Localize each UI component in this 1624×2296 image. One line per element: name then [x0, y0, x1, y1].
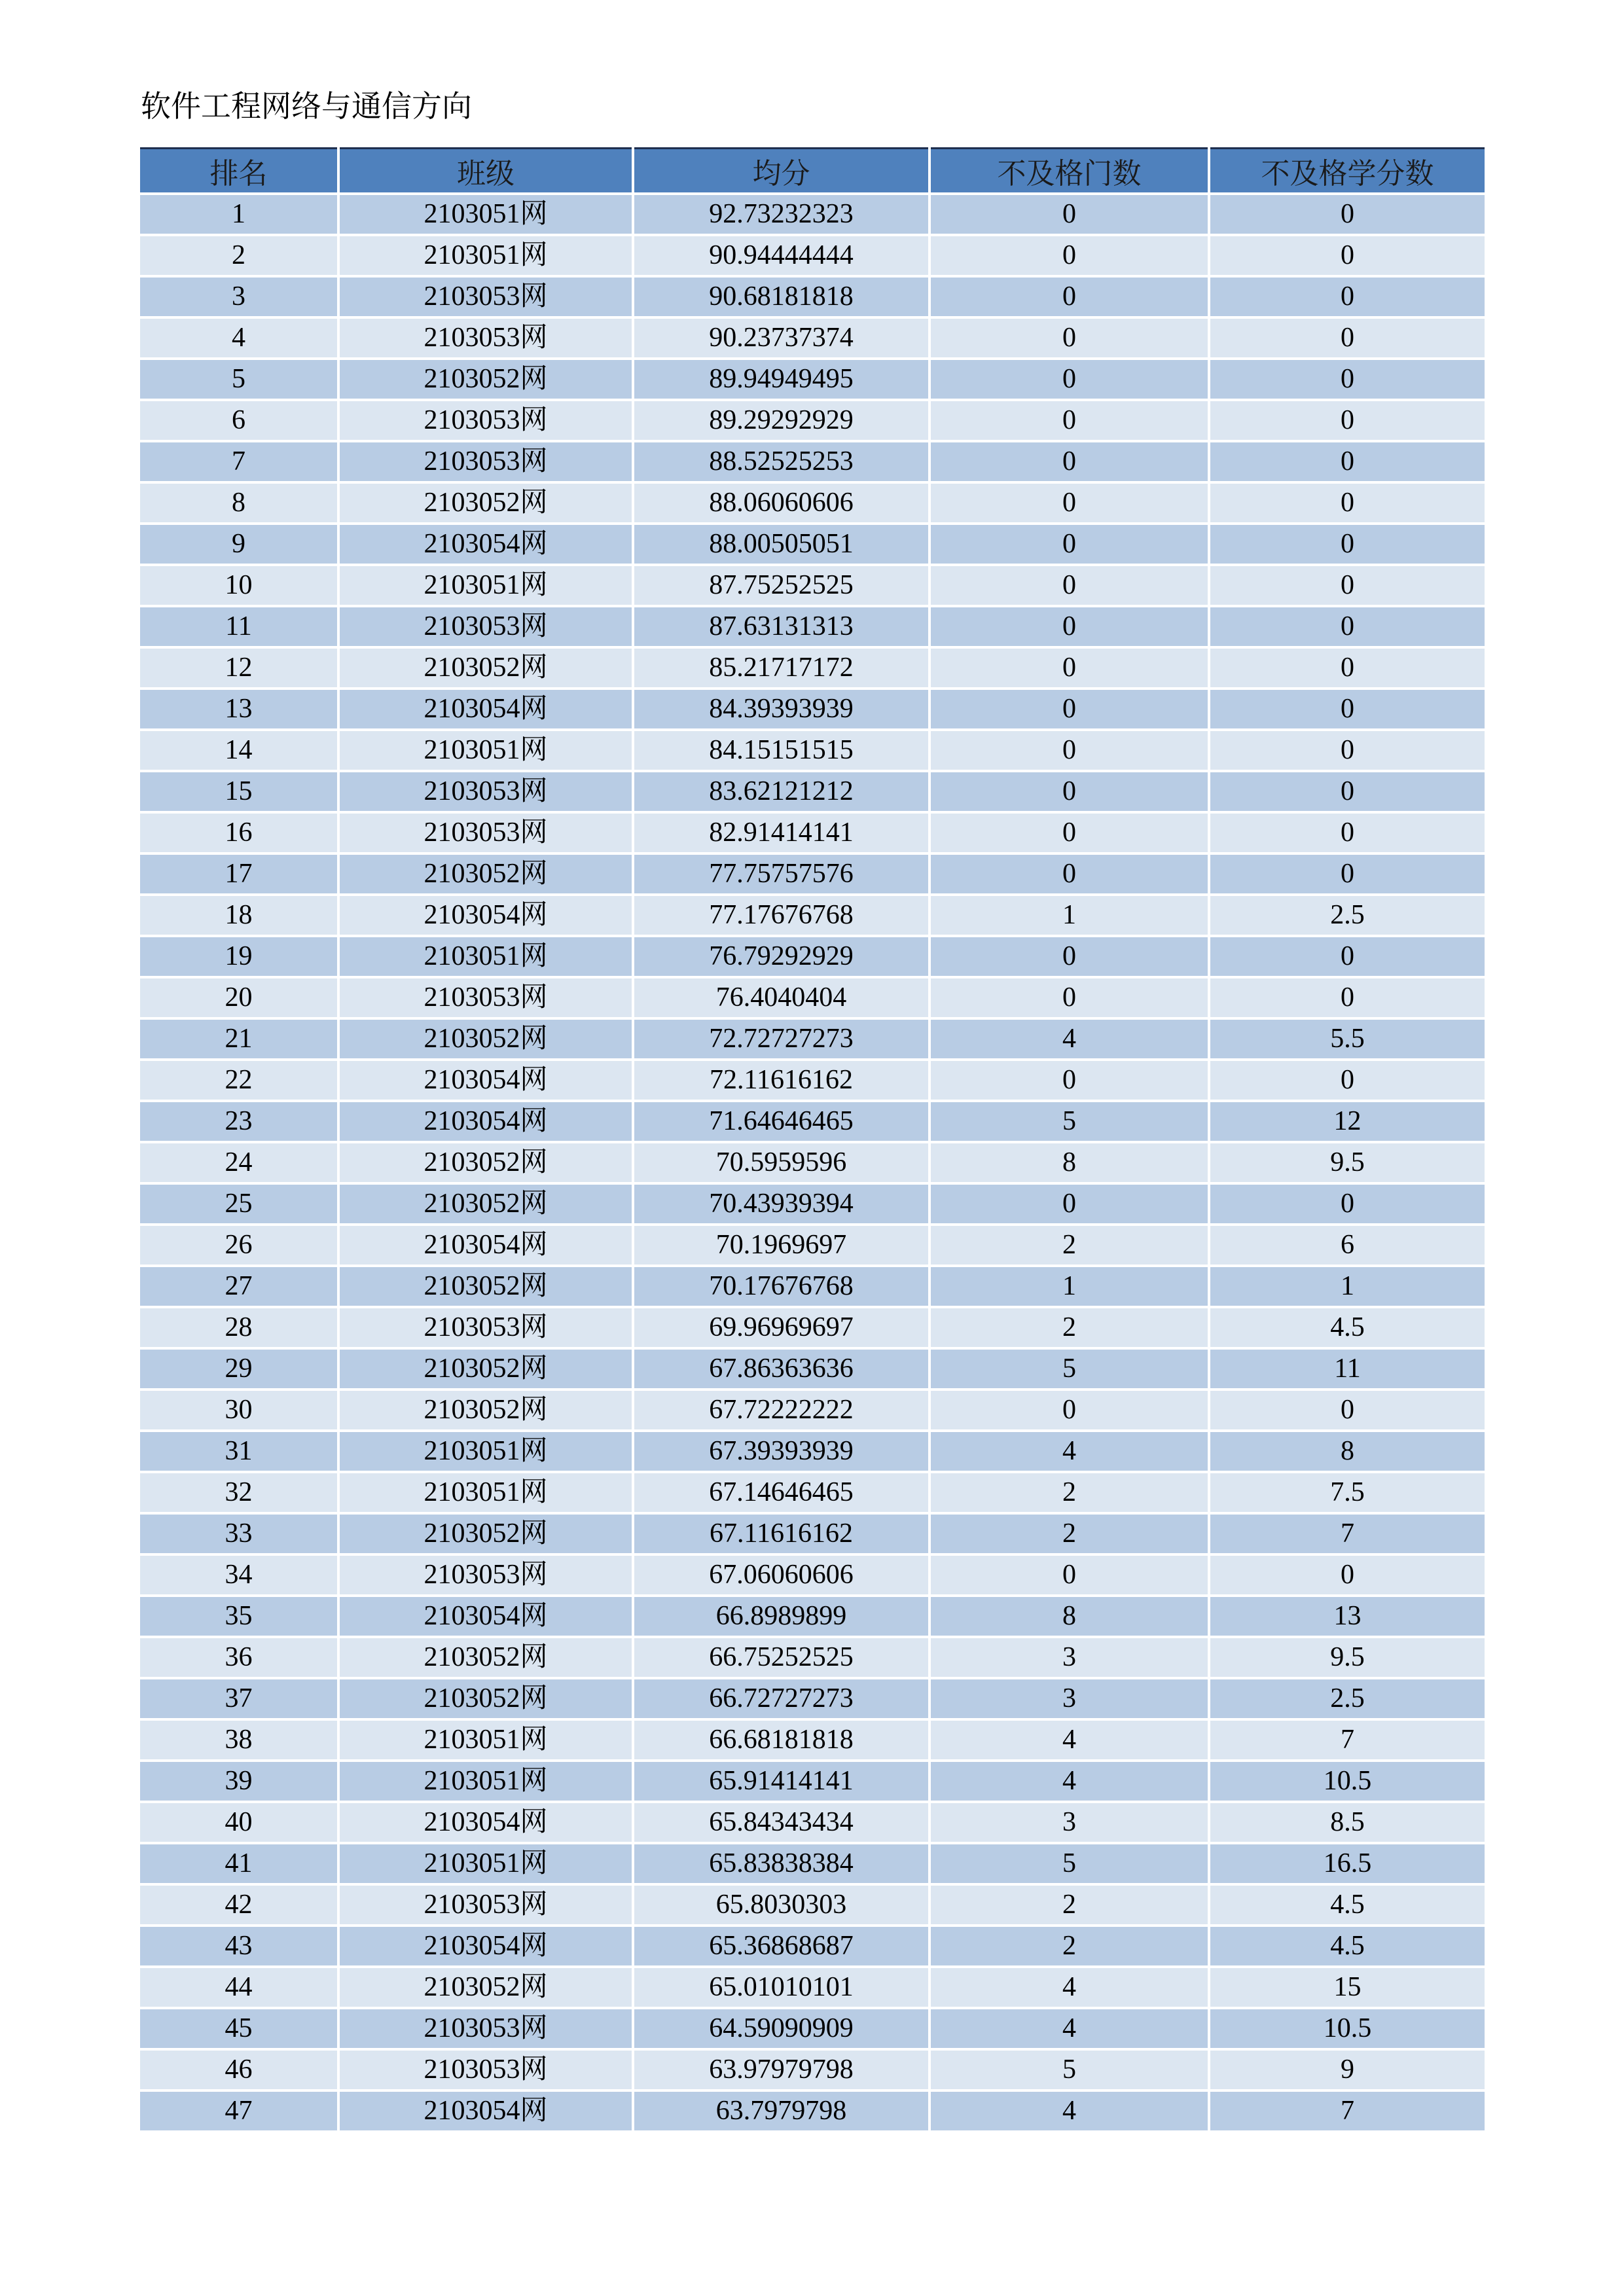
- cell-failed-credits: 9.5: [1209, 1637, 1485, 1678]
- cell-average: 90.94444444: [633, 235, 929, 276]
- cell-class: 2103054网: [338, 1802, 633, 1843]
- cell-failed-credits: 0: [1209, 771, 1485, 812]
- cell-rank: 6: [140, 400, 338, 441]
- cell-failed-credits: 0: [1209, 730, 1485, 771]
- table-row: [140, 235, 1485, 276]
- cell-average: 90.68181818: [633, 276, 929, 317]
- table-row: [140, 1513, 1485, 1554]
- cell-rank: 20: [140, 977, 338, 1018]
- table-body: [140, 194, 1485, 2132]
- cell-rank: 1: [140, 194, 338, 235]
- cell-average: 72.11616162: [633, 1060, 929, 1101]
- cell-average: 87.63131313: [633, 606, 929, 647]
- cell-rank: 34: [140, 1554, 338, 1596]
- cell-class: 2103054网: [338, 524, 633, 565]
- cell-class: 2103052网: [338, 1513, 633, 1554]
- cell-rank: 37: [140, 1678, 338, 1719]
- cell-failed-courses: 5: [929, 1101, 1209, 1142]
- cell-average: 67.11616162: [633, 1513, 929, 1554]
- cell-failed-credits: 0: [1209, 400, 1485, 441]
- table-row: [140, 1390, 1485, 1431]
- cell-rank: 14: [140, 730, 338, 771]
- cell-failed-credits: 5.5: [1209, 1018, 1485, 1060]
- cell-failed-credits: 8: [1209, 1431, 1485, 1472]
- cell-rank: 12: [140, 647, 338, 689]
- cell-class: 2103052网: [338, 853, 633, 895]
- header-class: 班级: [338, 149, 633, 194]
- table-row: [140, 317, 1485, 359]
- cell-class: 2103054网: [338, 1596, 633, 1637]
- cell-failed-credits: 16.5: [1209, 1843, 1485, 1884]
- cell-failed-courses: 4: [929, 1719, 1209, 1761]
- cell-failed-courses: 0: [929, 482, 1209, 524]
- cell-class: 2103051网: [338, 730, 633, 771]
- table-row: [140, 2090, 1485, 2132]
- table-row: [140, 1431, 1485, 1472]
- cell-failed-credits: 15: [1209, 1967, 1485, 2008]
- cell-failed-credits: 12: [1209, 1101, 1485, 1142]
- cell-class: 2103051网: [338, 194, 633, 235]
- cell-failed-credits: 4.5: [1209, 1307, 1485, 1348]
- cell-rank: 25: [140, 1183, 338, 1225]
- cell-failed-courses: 0: [929, 689, 1209, 730]
- cell-failed-credits: 7.5: [1209, 1472, 1485, 1513]
- cell-failed-credits: 0: [1209, 565, 1485, 606]
- cell-class: 2103054网: [338, 689, 633, 730]
- cell-class: 2103053网: [338, 977, 633, 1018]
- cell-class: 2103052网: [338, 1183, 633, 1225]
- table-row: [140, 730, 1485, 771]
- cell-class: 2103053网: [338, 441, 633, 482]
- cell-average: 66.68181818: [633, 1719, 929, 1761]
- cell-average: 65.36868687: [633, 1926, 929, 1967]
- cell-class: 2103051网: [338, 1719, 633, 1761]
- cell-failed-courses: 3: [929, 1678, 1209, 1719]
- cell-failed-courses: 0: [929, 730, 1209, 771]
- cell-rank: 15: [140, 771, 338, 812]
- cell-rank: 7: [140, 441, 338, 482]
- table-row: [140, 977, 1485, 1018]
- header-average: 均分: [633, 149, 929, 194]
- cell-rank: 33: [140, 1513, 338, 1554]
- cell-average: 89.29292929: [633, 400, 929, 441]
- cell-rank: 47: [140, 2090, 338, 2132]
- cell-failed-courses: 0: [929, 1554, 1209, 1596]
- cell-failed-courses: 4: [929, 1967, 1209, 2008]
- cell-average: 77.17676768: [633, 895, 929, 936]
- cell-average: 65.84343434: [633, 1802, 929, 1843]
- cell-class: 2103052网: [338, 1348, 633, 1390]
- cell-class: 2103051网: [338, 565, 633, 606]
- table-row: [140, 400, 1485, 441]
- cell-rank: 38: [140, 1719, 338, 1761]
- table-row: [140, 1348, 1485, 1390]
- table-row: [140, 1225, 1485, 1266]
- cell-rank: 29: [140, 1348, 338, 1390]
- cell-average: 77.75757576: [633, 853, 929, 895]
- cell-class: 2103053网: [338, 400, 633, 441]
- cell-failed-courses: 0: [929, 276, 1209, 317]
- table-row: [140, 1472, 1485, 1513]
- cell-class: 2103052网: [338, 482, 633, 524]
- cell-class: 2103054网: [338, 1101, 633, 1142]
- cell-failed-courses: 0: [929, 565, 1209, 606]
- cell-failed-credits: 0: [1209, 482, 1485, 524]
- cell-failed-credits: 7: [1209, 1719, 1485, 1761]
- cell-failed-credits: 0: [1209, 936, 1485, 977]
- page-title: 软件工程网络与通信方向: [141, 88, 472, 124]
- table-row: [140, 1060, 1485, 1101]
- cell-average: 66.8989899: [633, 1596, 929, 1637]
- cell-failed-courses: 1: [929, 1266, 1209, 1307]
- cell-average: 85.21717172: [633, 647, 929, 689]
- cell-average: 67.06060606: [633, 1554, 929, 1596]
- cell-failed-courses: 4: [929, 1018, 1209, 1060]
- cell-failed-courses: 4: [929, 1761, 1209, 1802]
- table-row: [140, 1802, 1485, 1843]
- cell-failed-courses: 0: [929, 1060, 1209, 1101]
- cell-class: 2103052网: [338, 1967, 633, 2008]
- cell-rank: 32: [140, 1472, 338, 1513]
- cell-rank: 40: [140, 1802, 338, 1843]
- cell-average: 70.5959596: [633, 1142, 929, 1183]
- cell-failed-courses: 0: [929, 853, 1209, 895]
- cell-average: 70.43939394: [633, 1183, 929, 1225]
- cell-rank: 30: [140, 1390, 338, 1431]
- cell-failed-credits: 9: [1209, 2049, 1485, 2090]
- cell-rank: 16: [140, 812, 338, 853]
- cell-average: 84.39393939: [633, 689, 929, 730]
- cell-average: 70.17676768: [633, 1266, 929, 1307]
- cell-failed-courses: 5: [929, 1843, 1209, 1884]
- table-row: [140, 1926, 1485, 1967]
- cell-rank: 28: [140, 1307, 338, 1348]
- cell-average: 64.59090909: [633, 2008, 929, 2049]
- cell-class: 2103052网: [338, 1018, 633, 1060]
- cell-failed-courses: 0: [929, 1390, 1209, 1431]
- cell-class: 2103052网: [338, 1266, 633, 1307]
- cell-failed-credits: 4.5: [1209, 1926, 1485, 1967]
- cell-failed-credits: 7: [1209, 1513, 1485, 1554]
- table-row: [140, 1967, 1485, 2008]
- cell-average: 67.14646465: [633, 1472, 929, 1513]
- cell-class: 2103053网: [338, 1307, 633, 1348]
- cell-failed-credits: 0: [1209, 194, 1485, 235]
- cell-average: 65.83838384: [633, 1843, 929, 1884]
- cell-class: 2103053网: [338, 2049, 633, 2090]
- cell-average: 88.06060606: [633, 482, 929, 524]
- cell-average: 90.23737374: [633, 317, 929, 359]
- cell-failed-credits: 4.5: [1209, 1884, 1485, 1926]
- cell-failed-credits: 0: [1209, 689, 1485, 730]
- table-row: [140, 194, 1485, 235]
- cell-rank: 45: [140, 2008, 338, 2049]
- table-row: [140, 1843, 1485, 1884]
- cell-rank: 35: [140, 1596, 338, 1637]
- cell-class: 2103053网: [338, 2008, 633, 2049]
- cell-failed-courses: 4: [929, 2008, 1209, 2049]
- cell-rank: 42: [140, 1884, 338, 1926]
- cell-failed-courses: 0: [929, 317, 1209, 359]
- cell-rank: 31: [140, 1431, 338, 1472]
- cell-failed-courses: 0: [929, 936, 1209, 977]
- cell-rank: 26: [140, 1225, 338, 1266]
- cell-failed-credits: 0: [1209, 606, 1485, 647]
- header-rank: 排名: [140, 149, 338, 194]
- cell-average: 67.72222222: [633, 1390, 929, 1431]
- table-row: [140, 1101, 1485, 1142]
- cell-average: 83.62121212: [633, 771, 929, 812]
- table-row: [140, 482, 1485, 524]
- cell-failed-courses: 8: [929, 1142, 1209, 1183]
- table-row: [140, 524, 1485, 565]
- table-row: [140, 853, 1485, 895]
- cell-average: 63.7979798: [633, 2090, 929, 2132]
- cell-failed-courses: 0: [929, 771, 1209, 812]
- cell-rank: 43: [140, 1926, 338, 1967]
- cell-failed-courses: 5: [929, 1348, 1209, 1390]
- cell-failed-credits: 0: [1209, 1060, 1485, 1101]
- cell-failed-courses: 0: [929, 812, 1209, 853]
- cell-class: 2103053网: [338, 606, 633, 647]
- table-row: [140, 1183, 1485, 1225]
- table-row: [140, 647, 1485, 689]
- table-row: [140, 1307, 1485, 1348]
- cell-failed-courses: 8: [929, 1596, 1209, 1637]
- cell-class: 2103054网: [338, 895, 633, 936]
- cell-class: 2103054网: [338, 1060, 633, 1101]
- cell-rank: 8: [140, 482, 338, 524]
- cell-failed-courses: 0: [929, 524, 1209, 565]
- cell-failed-courses: 1: [929, 895, 1209, 936]
- cell-failed-credits: 0: [1209, 317, 1485, 359]
- cell-failed-courses: 2: [929, 1225, 1209, 1266]
- cell-failed-courses: 2: [929, 1926, 1209, 1967]
- table-row: [140, 1761, 1485, 1802]
- cell-average: 67.86363636: [633, 1348, 929, 1390]
- cell-average: 66.72727273: [633, 1678, 929, 1719]
- table-row: [140, 276, 1485, 317]
- cell-rank: 10: [140, 565, 338, 606]
- cell-rank: 27: [140, 1266, 338, 1307]
- cell-failed-courses: 3: [929, 1637, 1209, 1678]
- cell-rank: 4: [140, 317, 338, 359]
- cell-failed-courses: 5: [929, 2049, 1209, 2090]
- cell-failed-courses: 0: [929, 400, 1209, 441]
- cell-failed-credits: 13: [1209, 1596, 1485, 1637]
- cell-rank: 18: [140, 895, 338, 936]
- cell-failed-credits: 0: [1209, 1390, 1485, 1431]
- cell-failed-credits: 0: [1209, 359, 1485, 400]
- ranking-table: [140, 147, 1485, 2133]
- cell-average: 72.72727273: [633, 1018, 929, 1060]
- table-row: [140, 1266, 1485, 1307]
- cell-class: 2103054网: [338, 2090, 633, 2132]
- cell-failed-credits: 0: [1209, 441, 1485, 482]
- cell-class: 2103051网: [338, 1761, 633, 1802]
- cell-failed-credits: 11: [1209, 1348, 1485, 1390]
- cell-class: 2103053网: [338, 276, 633, 317]
- cell-rank: 11: [140, 606, 338, 647]
- cell-failed-courses: 0: [929, 235, 1209, 276]
- cell-failed-credits: 6: [1209, 1225, 1485, 1266]
- table-row: [140, 1719, 1485, 1761]
- cell-average: 70.1969697: [633, 1225, 929, 1266]
- table-row: [140, 1637, 1485, 1678]
- cell-failed-credits: 8.5: [1209, 1802, 1485, 1843]
- cell-failed-courses: 3: [929, 1802, 1209, 1843]
- cell-average: 82.91414141: [633, 812, 929, 853]
- cell-failed-credits: 10.5: [1209, 2008, 1485, 2049]
- table-row: [140, 2049, 1485, 2090]
- cell-failed-courses: 0: [929, 194, 1209, 235]
- table-row: [140, 812, 1485, 853]
- cell-failed-courses: 2: [929, 1513, 1209, 1554]
- cell-average: 89.94949495: [633, 359, 929, 400]
- cell-failed-courses: 0: [929, 647, 1209, 689]
- table-row: [140, 441, 1485, 482]
- cell-average: 76.79292929: [633, 936, 929, 977]
- cell-class: 2103054网: [338, 1225, 633, 1266]
- cell-average: 69.96969697: [633, 1307, 929, 1348]
- cell-rank: 44: [140, 1967, 338, 2008]
- cell-failed-credits: 0: [1209, 977, 1485, 1018]
- cell-average: 88.00505051: [633, 524, 929, 565]
- table-row: [140, 1018, 1485, 1060]
- cell-rank: 19: [140, 936, 338, 977]
- cell-average: 67.39393939: [633, 1431, 929, 1472]
- table-row: [140, 895, 1485, 936]
- cell-class: 2103053网: [338, 1884, 633, 1926]
- header-failed-courses: 不及格门数: [929, 149, 1209, 194]
- cell-average: 92.73232323: [633, 194, 929, 235]
- cell-failed-courses: 0: [929, 441, 1209, 482]
- cell-class: 2103052网: [338, 1637, 633, 1678]
- cell-average: 66.75252525: [633, 1637, 929, 1678]
- cell-rank: 36: [140, 1637, 338, 1678]
- cell-rank: 5: [140, 359, 338, 400]
- table-row: [140, 936, 1485, 977]
- cell-failed-courses: 2: [929, 1307, 1209, 1348]
- cell-average: 84.15151515: [633, 730, 929, 771]
- cell-failed-credits: 2.5: [1209, 895, 1485, 936]
- cell-failed-courses: 0: [929, 977, 1209, 1018]
- table-row: [140, 1554, 1485, 1596]
- cell-average: 87.75252525: [633, 565, 929, 606]
- cell-failed-courses: 4: [929, 2090, 1209, 2132]
- cell-failed-courses: 2: [929, 1472, 1209, 1513]
- cell-rank: 3: [140, 276, 338, 317]
- table-row: [140, 1596, 1485, 1637]
- cell-rank: 9: [140, 524, 338, 565]
- cell-failed-courses: 0: [929, 1183, 1209, 1225]
- cell-failed-credits: 10.5: [1209, 1761, 1485, 1802]
- cell-failed-credits: 2.5: [1209, 1678, 1485, 1719]
- cell-class: 2103051网: [338, 936, 633, 977]
- cell-class: 2103053网: [338, 812, 633, 853]
- table-row: [140, 771, 1485, 812]
- cell-failed-credits: 0: [1209, 235, 1485, 276]
- cell-average: 63.97979798: [633, 2049, 929, 2090]
- cell-rank: 2: [140, 235, 338, 276]
- table-row: [140, 689, 1485, 730]
- cell-class: 2103053网: [338, 317, 633, 359]
- cell-failed-credits: 9.5: [1209, 1142, 1485, 1183]
- table-row: [140, 359, 1485, 400]
- cell-rank: 24: [140, 1142, 338, 1183]
- cell-class: 2103052网: [338, 647, 633, 689]
- cell-rank: 23: [140, 1101, 338, 1142]
- cell-average: 76.4040404: [633, 977, 929, 1018]
- header-failed-credits: 不及格学分数: [1209, 149, 1485, 194]
- cell-class: 2103052网: [338, 359, 633, 400]
- cell-rank: 21: [140, 1018, 338, 1060]
- cell-failed-credits: 0: [1209, 812, 1485, 853]
- cell-average: 65.8030303: [633, 1884, 929, 1926]
- cell-failed-credits: 0: [1209, 853, 1485, 895]
- cell-failed-credits: 0: [1209, 1554, 1485, 1596]
- cell-class: 2103051网: [338, 1843, 633, 1884]
- cell-failed-credits: 0: [1209, 647, 1485, 689]
- table-row: [140, 606, 1485, 647]
- cell-average: 88.52525253: [633, 441, 929, 482]
- table-row: [140, 2008, 1485, 2049]
- cell-failed-credits: 7: [1209, 2090, 1485, 2132]
- cell-average: 65.01010101: [633, 1967, 929, 2008]
- table-row: [140, 1142, 1485, 1183]
- table-row: [140, 1884, 1485, 1926]
- cell-failed-credits: 0: [1209, 276, 1485, 317]
- cell-rank: 39: [140, 1761, 338, 1802]
- cell-rank: 17: [140, 853, 338, 895]
- cell-rank: 22: [140, 1060, 338, 1101]
- table-row: [140, 1678, 1485, 1719]
- cell-class: 2103054网: [338, 1926, 633, 1967]
- cell-failed-courses: 4: [929, 1431, 1209, 1472]
- cell-class: 2103053网: [338, 771, 633, 812]
- cell-failed-courses: 2: [929, 1884, 1209, 1926]
- cell-rank: 46: [140, 2049, 338, 2090]
- cell-failed-courses: 0: [929, 606, 1209, 647]
- cell-failed-credits: 0: [1209, 1183, 1485, 1225]
- cell-failed-credits: 1: [1209, 1266, 1485, 1307]
- cell-class: 2103052网: [338, 1142, 633, 1183]
- cell-class: 2103051网: [338, 235, 633, 276]
- cell-class: 2103052网: [338, 1678, 633, 1719]
- cell-failed-courses: 0: [929, 359, 1209, 400]
- table-header-row: [140, 149, 1485, 194]
- cell-failed-credits: 0: [1209, 524, 1485, 565]
- cell-class: 2103051网: [338, 1431, 633, 1472]
- cell-rank: 41: [140, 1843, 338, 1884]
- cell-class: 2103053网: [338, 1554, 633, 1596]
- cell-rank: 13: [140, 689, 338, 730]
- cell-class: 2103052网: [338, 1390, 633, 1431]
- cell-average: 65.91414141: [633, 1761, 929, 1802]
- cell-class: 2103051网: [338, 1472, 633, 1513]
- table-row: [140, 565, 1485, 606]
- cell-average: 71.64646465: [633, 1101, 929, 1142]
